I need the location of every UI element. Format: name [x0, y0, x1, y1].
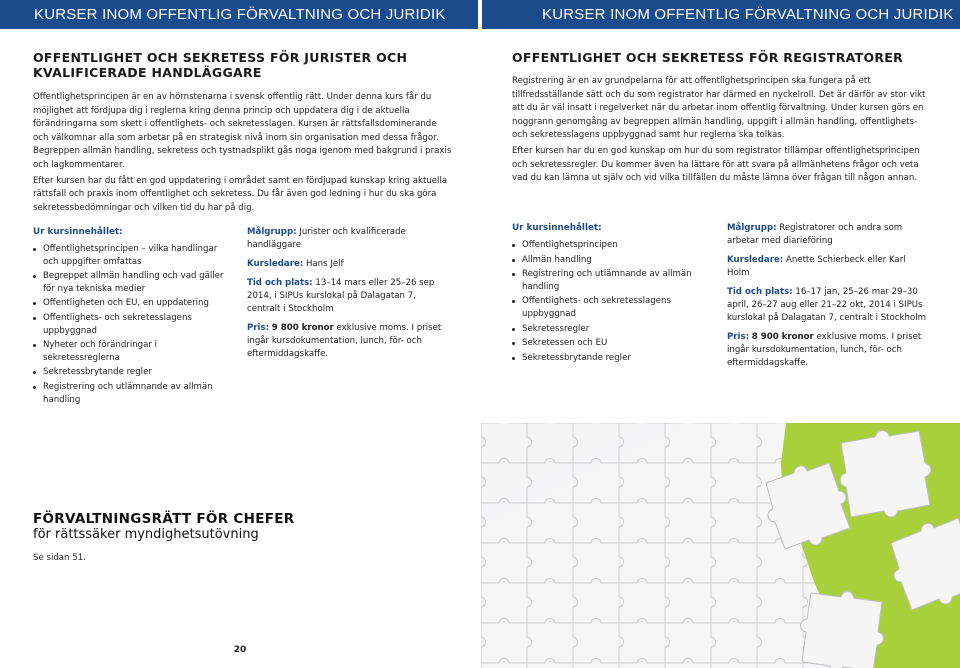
list-item: Offentlighetsprincipen	[512, 239, 717, 252]
course2-title: OFFENTLIGHET OCH SEKRETESS FÖR REGISTRATORER	[512, 50, 904, 65]
course1-content-label: Ur kursinnehållet:	[33, 227, 123, 237]
list-item: Begreppet allmän handling och vad gäller för nya tekniska medier	[33, 270, 228, 295]
header-band-right	[482, 0, 960, 29]
list-item: Offentligheten och EU, en uppdatering	[33, 297, 228, 310]
header-left-title: KURSER INOM OFFENTLIG FÖRVALTNING OCH JURIDIK	[34, 6, 446, 23]
puzzle-pieces-photo	[481, 423, 960, 668]
list-item: Sekretessen och EU	[512, 337, 717, 350]
list-item: Registrering och utlämnande av allmän handling	[512, 268, 717, 293]
course2-content-label: Ur kursinnehållet:	[512, 223, 602, 233]
course-jurister	[33, 50, 453, 215]
course1-leader: Kursledare: Hans Jelf	[247, 259, 344, 269]
list-item: Offentlighetsprincipen – vilka handlingar och uppgifter omfattas	[33, 243, 228, 268]
list-item: Allmän handling	[512, 254, 717, 267]
list-item: Offentlighets- och sekretesslagens uppbyggnad	[33, 312, 228, 337]
course2-content-list	[512, 239, 717, 364]
list-item: Nyheter och förändringar i sekretessreglerna	[33, 339, 228, 364]
promo-see-page: Se sidan 51.	[33, 553, 86, 563]
promo-block	[33, 511, 433, 563]
list-item: Registrering och utlämnande av allmän handling	[33, 381, 228, 406]
course-registratorer	[512, 50, 927, 186]
list-item: Sekretessregler	[512, 323, 717, 336]
course2-time-place: Tid och plats: 16–17 jan, 25–26 mar 29–30 april, 26–27 aug eller 21–22 okt, 2014 i SIPUs kurslokal på Dalagatan 7, centralt i Stockholm	[727, 287, 926, 323]
course2-paragraph-2: Efter kursen har du en god kunskap om hur du som registrator tillämpar offentlighetsprincipen och sekretessregler. Du kommer även ha lättare för att svara på allmänhetens frågor och veta vad du kan lämna ut själv och vid vilka tillfällen du måste lämna över frågan till någon annan.	[512, 145, 920, 184]
course2-content	[512, 222, 717, 366]
list-item: Sekretessbrytande regler	[512, 352, 717, 365]
course2-price: Pris: 8 900 kronor exklusive moms. I priset ingår kursdokumentation, lunch, för- och eftermiddagskaffe.	[727, 332, 922, 368]
course1-info	[247, 226, 443, 367]
list-item: Sekretessbrytande regler	[33, 366, 228, 379]
page-number: 20	[233, 645, 247, 655]
course1-title: OFFENTLIGHET OCH SEKRETESS FÖR JURISTER OCH KVALIFICERADE HANDLÄGGARE	[33, 50, 408, 80]
course1-paragraph-1: Offentlighetsprincipen är en av hörnstenarna i svensk offentlig rätt. Under denna kurs får du möjlighet att fördjupa dig i reglerna kring denna princip och uppdatera dig i de aktuella förändringarna som skett i offentlighets- och sekretesslagen. Kursen är rättsfallsdominerande och välkomnar alla som arbetar på en strategisk nivå inom sin organisation med dessa frågor. Begreppen allmän handling, sekretess och tystnadsplikt gås noga igenom med bakgrund i praxis och lagkommentarer.	[33, 92, 452, 170]
course2-target: Målgrupp: Registratorer och andra som arbetar med diarieföring	[727, 223, 903, 246]
course1-content-list	[33, 243, 228, 406]
list-item: Offentlighets- och sekretesslagens uppbyggnad	[512, 295, 717, 320]
course1-target: Målgrupp: Jurister och kvalificerade handläggare	[247, 227, 406, 250]
header-band-left	[0, 0, 478, 29]
course2-info	[727, 222, 927, 376]
course2-paragraph-1: Registrering är en av grundpelarna för att offentlighetsprincipen ska fungera på ett tillfredsställande sätt och du som registrator har därmed en nyckelroll. Det är därför av stor vikt att du är väl insatt i regelverket när du arbetar inom offentlig förvaltning. Under kursen görs en noggrann genomgång av begreppen allmän handling, uppgift i allmän handling, offentlighets- och sekretesslagens uppbyggnad samt hur reglerna ska tolkas.	[512, 76, 926, 141]
course1-time-place: Tid och plats: 13–14 mars eller 25–26 sep 2014, i SIPUs kurslokal på Dalagatan 7, centralt i Stockholm	[247, 278, 435, 314]
header-right-title: KURSER INOM OFFENTLIG FÖRVALTNING OCH JURIDIK	[542, 6, 954, 23]
course1-content	[33, 226, 228, 408]
course2-leader: Kursledare: Anette Schierbeck eller Karl Holm	[727, 255, 906, 278]
course1-paragraph-2: Efter kursen har du fått en god uppdatering i området samt en fördjupad kunskap kring aktuella rättsfall och praxis inom offentlighet och sekretess. Du får även god ledning i hur du ska göra sekretessbedömningar och vilken tid du har på dig.	[33, 175, 448, 213]
promo-subtitle: för rättssäker myndighetsutövning	[33, 527, 259, 542]
course1-price: Pris: 9 800 kronor exklusive moms. I priset ingår kursdokumentation, lunch, för- och eftermiddagskaffe.	[247, 323, 442, 359]
promo-title: FÖRVALTNINGSRÄTT FÖR CHEFER	[33, 511, 295, 527]
